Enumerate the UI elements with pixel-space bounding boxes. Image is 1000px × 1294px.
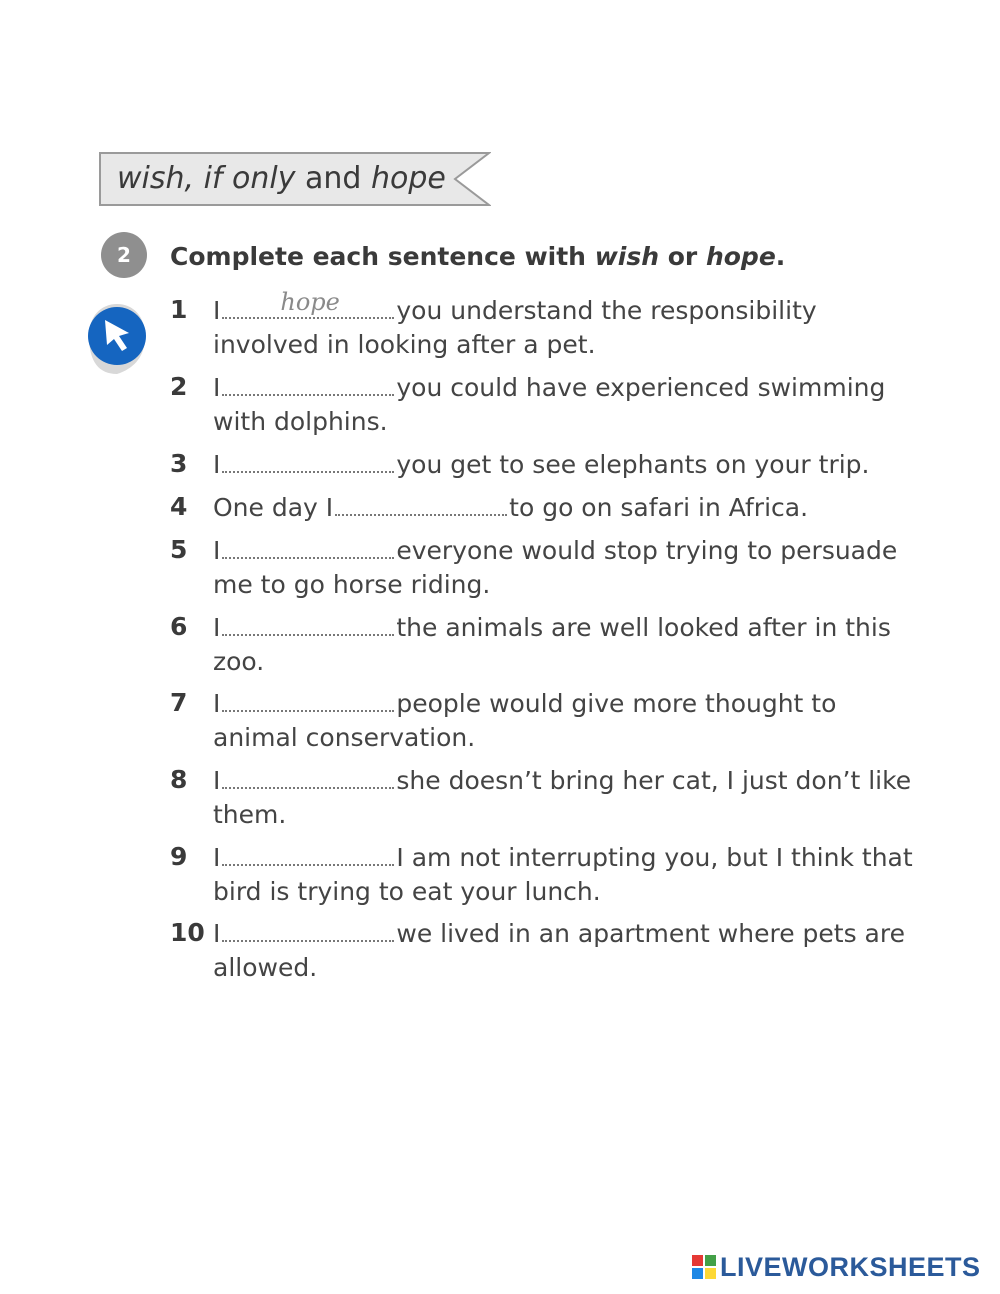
liveworksheets-logo[interactable]	[692, 1250, 981, 1284]
answer-blank[interactable]	[222, 370, 394, 396]
item-number: 6	[170, 612, 188, 641]
logo-text: LIVEWORKSHEETS	[720, 1251, 981, 1282]
item-number: 10	[170, 918, 205, 947]
answer-blank[interactable]	[222, 686, 394, 712]
answer-blank[interactable]	[222, 610, 394, 636]
exercise-number-badge: 2	[101, 232, 147, 278]
answer-blank[interactable]	[335, 490, 507, 516]
item-sentence: I everyone would stop trying to persuade me to go horse riding.	[213, 533, 913, 602]
item-sentence: I she doesn’t bring her cat, I just don’t like them.	[213, 763, 913, 832]
item-sentence: I hope you understand the responsibility involved in looking after a pet.	[213, 293, 913, 362]
item-number: 4	[170, 492, 188, 521]
item-sentence: I we lived in an apartment where pets are allowed.	[213, 916, 913, 985]
item-number: 9	[170, 842, 188, 871]
item-number: 1	[170, 295, 188, 324]
answer-blank[interactable]	[222, 447, 394, 473]
item-sentence: I I am not interrupting you, but I think that bird is trying to eat your lunch.	[213, 840, 913, 909]
answer-text: hope	[280, 288, 340, 316]
item-number: 3	[170, 449, 188, 478]
title-wish-if-only: wish, if only	[117, 161, 296, 196]
section-title	[117, 161, 446, 197]
title-and: and	[295, 161, 371, 196]
item-sentence: I you could have experienced swimming with dolphins.	[213, 370, 913, 439]
item-number: 7	[170, 688, 188, 717]
exercise-instruction: Complete each sentence with wish or hope.	[170, 242, 786, 271]
item-number: 8	[170, 765, 188, 794]
cursor-arrow-icon[interactable]	[85, 300, 149, 378]
item-sentence: One day I to go on safari in Africa.	[213, 490, 913, 525]
title-hope: hope	[371, 161, 446, 196]
answer-blank[interactable]	[222, 288, 394, 319]
item-sentence: I the animals are well looked after in this zoo.	[213, 610, 913, 679]
item-sentence: I you get to see elephants on your trip.	[213, 447, 913, 482]
answer-blank[interactable]	[222, 533, 394, 559]
answer-blank[interactable]	[222, 763, 394, 789]
item-number: 2	[170, 372, 188, 401]
answer-blank[interactable]	[222, 840, 394, 866]
item-sentence: I people would give more thought to animal conservation.	[213, 686, 913, 755]
liveworksheets-logo-icon	[692, 1255, 716, 1279]
section-header-banner	[99, 152, 491, 206]
answer-blank[interactable]	[222, 916, 394, 942]
item-number: 5	[170, 535, 188, 564]
